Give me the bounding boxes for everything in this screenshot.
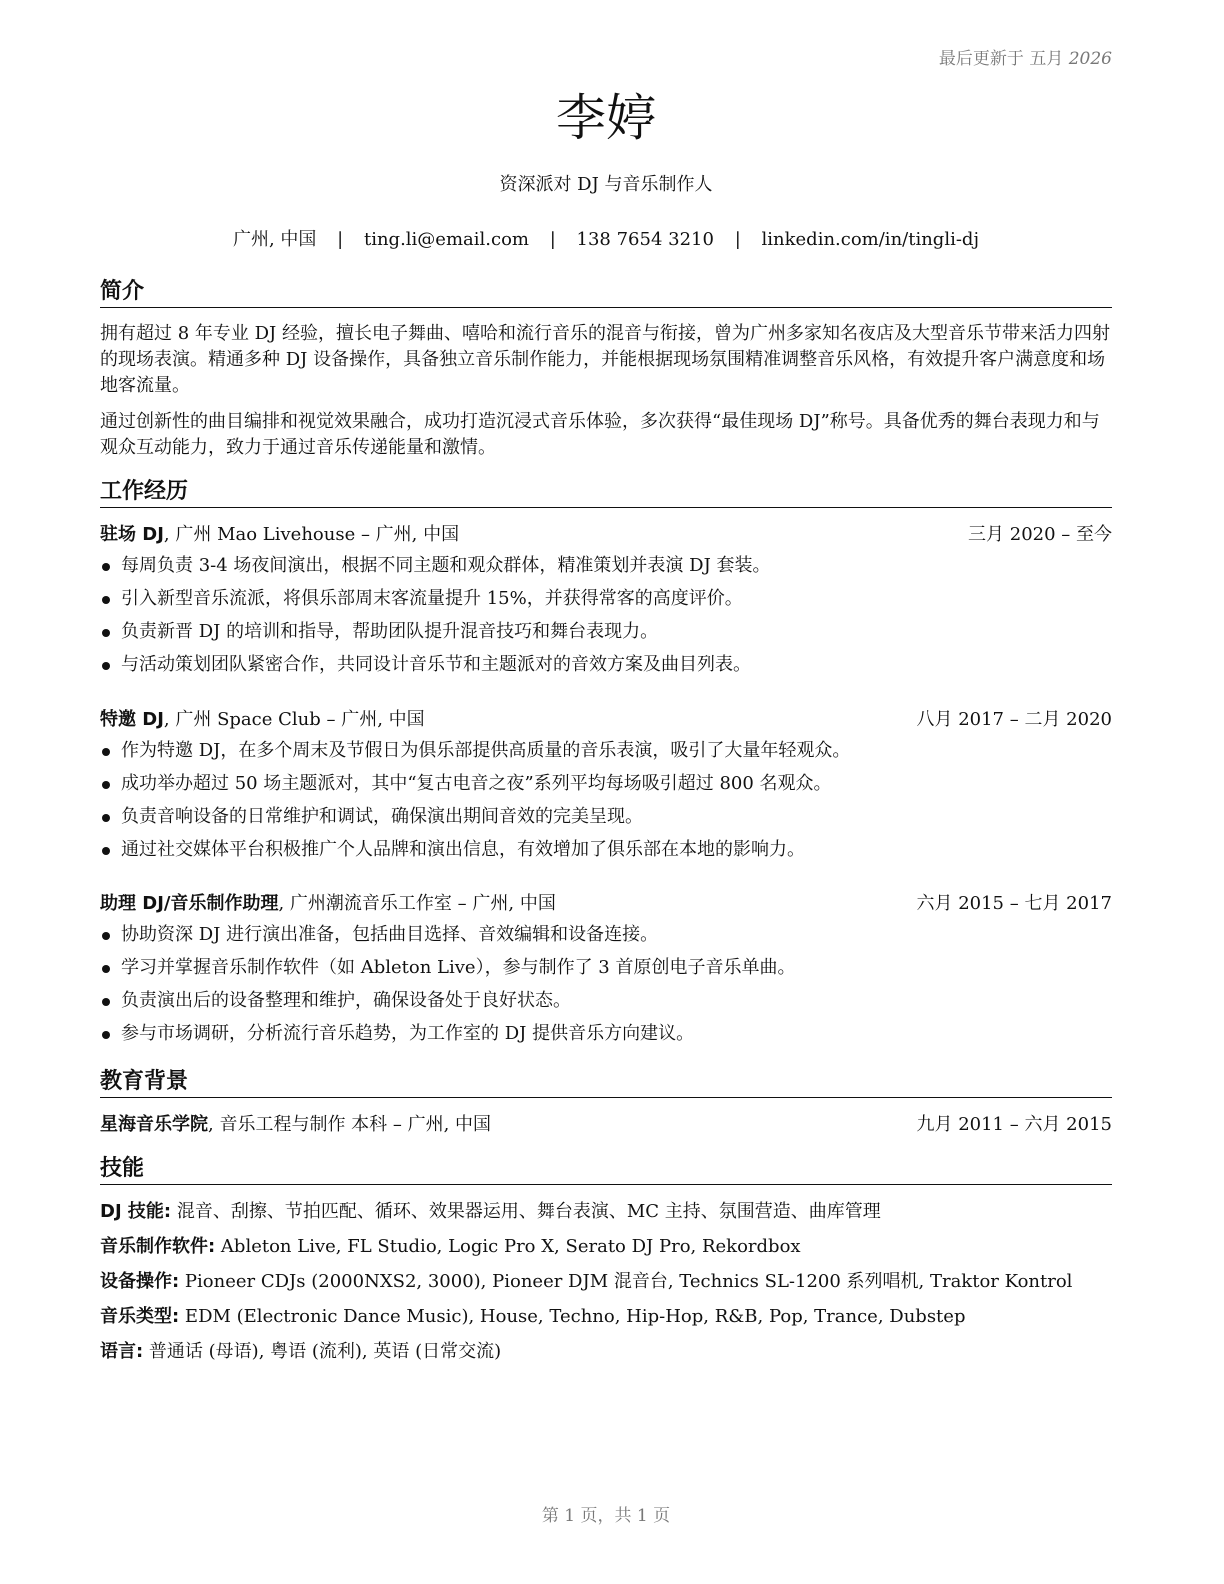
last-updated bbox=[939, 44, 1112, 69]
job-title-line bbox=[100, 707, 425, 733]
job-org: , 广州 Space Club – 广州, 中国 bbox=[163, 709, 425, 730]
list-item: 学习并掌握音乐制作软件（如 Ableton Live），参与制作了 3 首原创电子音乐单曲。 bbox=[100, 955, 1112, 988]
job-org: , 广州潮流音乐工作室 – 广州, 中国 bbox=[278, 893, 556, 914]
job-role: 助理 DJ/音乐制作助理 bbox=[100, 893, 279, 914]
job-org: , 广州 Mao Livehouse – 广州, 中国 bbox=[163, 524, 460, 545]
skill-row bbox=[100, 1199, 1112, 1225]
skill-label: DJ 技能: bbox=[100, 1201, 172, 1222]
job-dates: 八月 2017 – 二月 2020 bbox=[916, 709, 1112, 730]
contact-separator: | bbox=[337, 229, 344, 250]
list-item: 通过社交媒体平台积极推广个人品牌和演出信息，有效增加了俱乐部在本地的影响力。 bbox=[100, 837, 1112, 870]
page-footer: 第 1 页，共 1 页 bbox=[541, 1506, 671, 1526]
list-item: 负责演出后的设备整理和维护，确保设备处于良好状态。 bbox=[100, 988, 1112, 1021]
education-detail: , 音乐工程与制作 本科 – 广州, 中国 bbox=[208, 1114, 492, 1135]
contact-phone: 138 7654 3210 bbox=[576, 229, 714, 250]
education-dates: 九月 2011 – 六月 2015 bbox=[916, 1114, 1112, 1135]
list-item: 参与市场调研，分析流行音乐趋势，为工作室的 DJ 提供音乐方向建议。 bbox=[100, 1021, 1112, 1054]
section-title-education: 教育背景 bbox=[100, 1068, 1112, 1098]
contact-line bbox=[100, 225, 1112, 251]
skill-value: 普通话 (母语), 粤语 (流利), 英语 (日常交流) bbox=[143, 1341, 502, 1362]
job-role: 特邀 DJ bbox=[100, 709, 164, 730]
skill-label: 音乐类型: bbox=[100, 1306, 180, 1327]
skill-row bbox=[100, 1234, 1112, 1260]
summary-paragraph: 拥有超过 8 年专业 DJ 经验，擅长电子舞曲、嘻哈和流行音乐的混音与衔接，曾为广州多家知名夜店及大型音乐节带来活力四射的现场表演。精通多种 DJ 设备操作，具备独立音乐制作能力，并能根据现场氛围精准调整音乐风格，有效提升客户满意度和场地客流量。 bbox=[100, 323, 1110, 396]
job-dates: 六月 2015 – 七月 2017 bbox=[916, 893, 1112, 914]
list-item: 负责新晋 DJ 的培训和指导，帮助团队提升混音技巧和舞台表现力。 bbox=[100, 619, 1112, 652]
job-title-line bbox=[100, 522, 459, 548]
section-title-skills: 技能 bbox=[100, 1155, 1112, 1185]
contact-linkedin-link[interactable]: linkedin.com/in/tingli-dj bbox=[761, 229, 980, 250]
contact-email-link[interactable]: ting.li@email.com bbox=[363, 229, 529, 250]
skill-row bbox=[100, 1304, 1112, 1330]
job-header bbox=[100, 891, 1112, 917]
list-item: 成功举办超过 50 场主题派对，其中“复古电音之夜”系列平均每场吸引超过 800 名观众。 bbox=[100, 771, 1112, 804]
contact-separator: | bbox=[734, 229, 741, 250]
education-school: 星海音乐学院 bbox=[100, 1114, 208, 1135]
job-header bbox=[100, 707, 1112, 733]
education-title-line bbox=[100, 1112, 491, 1138]
skill-value: 混音、刮擦、节拍匹配、循环、效果器运用、舞台表演、MC 主持、氛围营造、曲库管理 bbox=[171, 1201, 881, 1222]
skill-label: 设备操作: bbox=[100, 1271, 180, 1292]
skill-value: EDM (Electronic Dance Music), House, Techno, Hip-Hop, R&B, Pop, Trance, Dubstep bbox=[179, 1306, 966, 1327]
job-bullets bbox=[100, 922, 1112, 1054]
last-updated-year: 2026 bbox=[1068, 49, 1112, 69]
contact-location: 广州, 中国 bbox=[232, 229, 317, 250]
list-item: 每周负责 3-4 场夜间演出，根据不同主题和观众群体，精准策划并表演 DJ 套装。 bbox=[100, 553, 1112, 586]
skill-row bbox=[100, 1269, 1112, 1295]
job-header bbox=[100, 522, 1112, 548]
skill-label: 语言: bbox=[100, 1341, 144, 1362]
list-item: 与活动策划团队紧密合作，共同设计音乐节和主题派对的音效方案及曲目列表。 bbox=[100, 652, 1112, 685]
skill-value: Pioneer CDJs (2000NXS2, 3000), Pioneer DJM 混音台, Technics SL-1200 系列唱机, Traktor Kontrol bbox=[179, 1271, 1073, 1292]
skill-label: 音乐制作软件: bbox=[100, 1236, 216, 1257]
list-item: 协助资深 DJ 进行演出准备，包括曲目选择、音效编辑和设备连接。 bbox=[100, 922, 1112, 955]
contact-separator: | bbox=[549, 229, 556, 250]
job-bullets bbox=[100, 553, 1112, 685]
job-role: 驻场 DJ bbox=[100, 524, 164, 545]
section-title-summary: 简介 bbox=[100, 278, 1112, 308]
education-entry bbox=[100, 1112, 1112, 1138]
job-title-line bbox=[100, 891, 556, 917]
summary-paragraph: 通过创新性的曲目编排和视觉效果融合，成功打造沉浸式音乐体验，多次获得“最佳现场 DJ”称号。具备优秀的舞台表现力和与观众互动能力，致力于通过音乐传递能量和激情。 bbox=[100, 411, 1100, 458]
list-item: 负责音响设备的日常维护和调试，确保演出期间音效的完美呈现。 bbox=[100, 804, 1112, 837]
skill-value: Ableton Live, FL Studio, Logic Pro X, Serato DJ Pro, Rekordbox bbox=[215, 1236, 801, 1257]
job-bullets bbox=[100, 738, 1112, 870]
candidate-name: 李婷 bbox=[556, 89, 656, 147]
skill-row bbox=[100, 1339, 1112, 1365]
last-updated-label: 最后更新于 五月 bbox=[938, 49, 1064, 69]
list-item: 作为特邀 DJ，在多个周末及节假日为俱乐部提供高质量的音乐表演，吸引了大量年轻观众。 bbox=[100, 738, 1112, 771]
job-dates: 三月 2020 – 至今 bbox=[968, 524, 1112, 545]
section-title-experience: 工作经历 bbox=[100, 478, 1112, 508]
list-item: 引入新型音乐流派，将俱乐部周末客流量提升 15%，并获得常客的高度评价。 bbox=[100, 586, 1112, 619]
candidate-headline: 资深派对 DJ 与音乐制作人 bbox=[499, 174, 713, 195]
